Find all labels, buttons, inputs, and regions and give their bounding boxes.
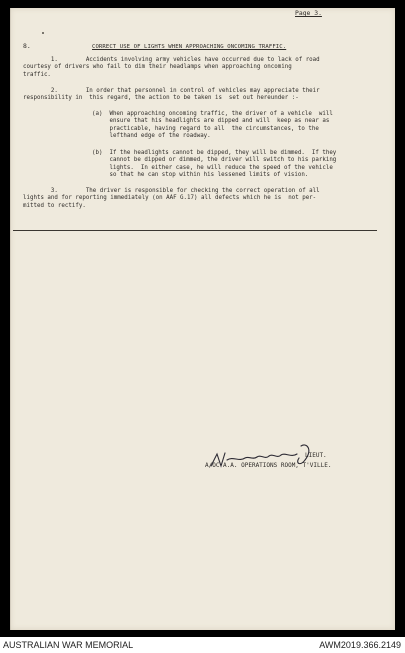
page-edge — [10, 8, 11, 630]
paragraph-3: 3. The driver is responsible for checking the correct operation of all lights and for reporting immediately (on AAF G.17) all defects which he is not per- mitted to rectify. — [23, 188, 320, 209]
signature-title: A/OC A.A. OPERATIONS ROOM, T'VILLE. — [205, 462, 332, 469]
section-heading: CORRECT USE OF LIGHTS WHEN APPROACHING ONCOMING TRAFFIC. — [92, 44, 287, 50]
paragraph-2: 2. In order that personnel in control of vehicles may appreciate their responsibility in this regard, the action to be taken is set out hereunder :- — [23, 88, 320, 102]
footer-institution: AUSTRALIAN WAR MEMORIAL — [3, 640, 134, 650]
signature-rank: LIEUT. — [305, 452, 327, 459]
paragraph-2b: (b) If the headlights cannot be dipped, they will be dimmed. If they cannot be dipped or dimmed, the driver will switch to his parking lights. In either case, he will reduce the speed of the vehicle so that he can stop within his lessened limits of vision. — [92, 150, 337, 179]
footer-accession-number: AWM2019.366.2149 — [319, 640, 401, 650]
horizontal-rule — [13, 230, 377, 231]
paragraph-2a: (a) When approaching oncoming traffic, the driver of a vehicle will ensure that his headlights are dipped and will keep as near as practicable, having regard to all the circumstances, to the lefthand edge of the roadway. — [92, 111, 333, 140]
punch-hole-mark — [42, 32, 44, 34]
section-number: 8. — [23, 42, 31, 50]
archive-footer — [0, 637, 405, 653]
page-number: Page 3. — [295, 9, 322, 17]
paragraph-1: 1. Accidents involving army vehicles have occurred due to lack of road courtesy of drivers who fail to dim their headlamps when approaching oncoming traffic. — [23, 57, 320, 78]
